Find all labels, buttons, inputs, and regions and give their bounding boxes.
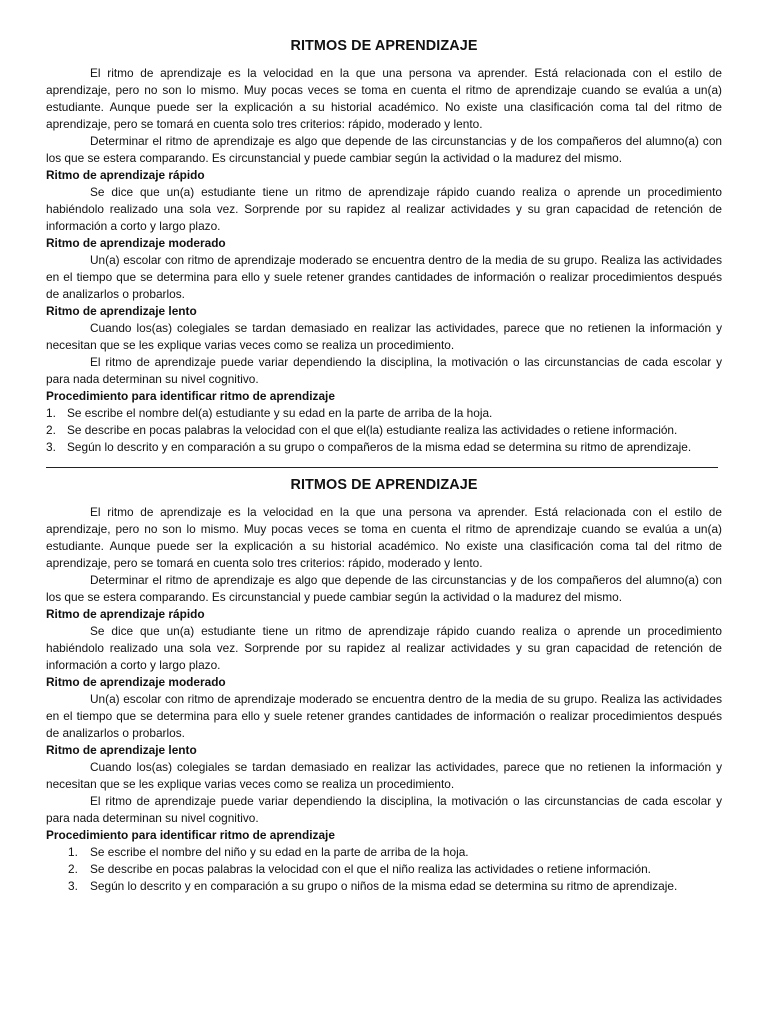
step-number: 2. [68,862,78,876]
step-text: Según lo descrito y en comparación a su grupo o compañeros de la misma edad se determina su ritmo de aprendizaje. [67,440,692,454]
moderado-paragraph: Un(a) escolar con ritmo de aprendizaje moderado se encuentra dentro de la media de su grupo. Realiza las actividades en el tiempo que se determina para ello y suele retener grandes cantidades de información o realizar procedimientos después de analizarlos o probarlos. [46,692,722,740]
worksheet-section-1 [46,37,722,456]
step-number: 1. [68,845,78,859]
step-number: 3. [68,879,78,893]
step-text: Según lo descrito y en comparación a su grupo o niños de la misma edad se determina su ritmo de aprendizaje. [90,879,678,893]
lento-heading: Ritmo de aprendizaje lento [46,743,197,757]
step-number: 2. [46,423,56,437]
list-item [46,405,722,422]
procedimiento-heading: Procedimiento para identificar ritmo de aprendizaje [46,389,335,403]
list-item [46,439,722,456]
moderado-heading: Ritmo de aprendizaje moderado [46,236,226,250]
list-item [46,844,722,861]
procedimiento-heading: Procedimiento para identificar ritmo de aprendizaje [46,828,335,842]
intro-paragraph-2: Determinar el ritmo de aprendizaje es algo que depende de las circunstancias y de los compañeros del alumno(a) con los que se estera comparando. Es circunstancial y puede cambiar según la actividad o la madurez del mismo. [46,134,722,165]
step-text: Se escribe el nombre del niño y su edad en la parte de arriba de la hoja. [90,845,469,859]
moderado-heading: Ritmo de aprendizaje moderado [46,675,226,689]
page-title: RITMOS DE APRENDIZAJE [290,38,478,54]
lento-paragraph: Cuando los(as) colegiales se tardan demasiado en realizar las actividades, parece que no retienen la información y necesitan que se les explique varias veces como se realiza un procedimiento. [46,321,722,352]
rapido-paragraph: Se dice que un(a) estudiante tiene un ritmo de aprendizaje rápido cuando realiza o aprende un procedimiento habiéndolo realizado una sola vez. Sorprende por su rapidez al realizar actividades y su gran capacidad de retención de información a corto y largo plazo. [46,185,722,233]
steps-list [46,405,722,456]
page-title: RITMOS DE APRENDIZAJE [290,477,478,493]
intro-paragraph-1: El ritmo de aprendizaje es la velocidad en la que una persona va aprender. Está relacionada con el estilo de aprendizaje, pero no son lo mismo. Muy pocas veces se toma en cuenta el ritmo de aprendizaje cuando se evalúa a un(a) estudiante. Aunque puede ser la explicación a su historial académico. No existe una clasificación coma tal del ritmo de aprendizaje, pero se tomará en cuenta solo tres criterios: rápido, moderado y lento. [46,505,722,570]
rapido-paragraph: Se dice que un(a) estudiante tiene un ritmo de aprendizaje rápido cuando realiza o aprende un procedimiento habiéndolo realizado una sola vez. Sorprende por su rapidez al realizar actividades y su gran capacidad de retención de información a corto y largo plazo. [46,624,722,672]
rapido-heading: Ritmo de aprendizaje rápido [46,607,205,621]
lento-paragraph: Cuando los(as) colegiales se tardan demasiado en realizar las actividades, parece que no retienen la información y necesitan que se les explique varias veces como se realiza un procedimiento. [46,760,722,791]
step-number: 1. [46,406,56,420]
rapido-heading: Ritmo de aprendizaje rápido [46,168,205,182]
step-text: Se describe en pocas palabras la velocidad con el que el niño realiza las actividades o retiene información. [90,862,651,876]
moderado-paragraph: Un(a) escolar con ritmo de aprendizaje moderado se encuentra dentro de la media de su grupo. Realiza las actividades en el tiempo que se determina para ello y suele retener grandes cantidades de información o realizar procedimientos después de analizarlos o probarlos. [46,253,722,301]
steps-list [46,844,722,895]
list-item [46,878,722,895]
step-number: 3. [46,440,56,454]
worksheet-section-2 [46,476,722,895]
intro-paragraph-2: Determinar el ritmo de aprendizaje es algo que depende de las circunstancias y de los compañeros del alumno(a) con los que se estera comparando. Es circunstancial y puede cambiar según la actividad o la madurez del mismo. [46,573,722,604]
list-item [46,422,722,439]
variar-paragraph: El ritmo de aprendizaje puede variar dependiendo la disciplina, la motivación o las circunstancias de cada escolar y para nada determinan su nivel cognitivo. [46,355,722,386]
intro-paragraph-1: El ritmo de aprendizaje es la velocidad en la que una persona va aprender. Está relacionada con el estilo de aprendizaje, pero no son lo mismo. Muy pocas veces se toma en cuenta el ritmo de aprendizaje cuando se evalúa a un(a) estudiante. Aunque puede ser la explicación a su historial académico. No existe una clasificación coma tal del ritmo de aprendizaje, pero se tomará en cuenta solo tres criterios: rápido, moderado y lento. [46,66,722,131]
section-divider [46,467,718,468]
step-text: Se describe en pocas palabras la velocidad con el que el(la) estudiante realiza las actividades o retiene información. [67,423,678,437]
list-item [46,861,722,878]
variar-paragraph: El ritmo de aprendizaje puede variar dependiendo la disciplina, la motivación o las circunstancias de cada escolar y para nada determinan su nivel cognitivo. [46,794,722,825]
lento-heading: Ritmo de aprendizaje lento [46,304,197,318]
step-text: Se escribe el nombre del(a) estudiante y su edad en la parte de arriba de la hoja. [67,406,493,420]
